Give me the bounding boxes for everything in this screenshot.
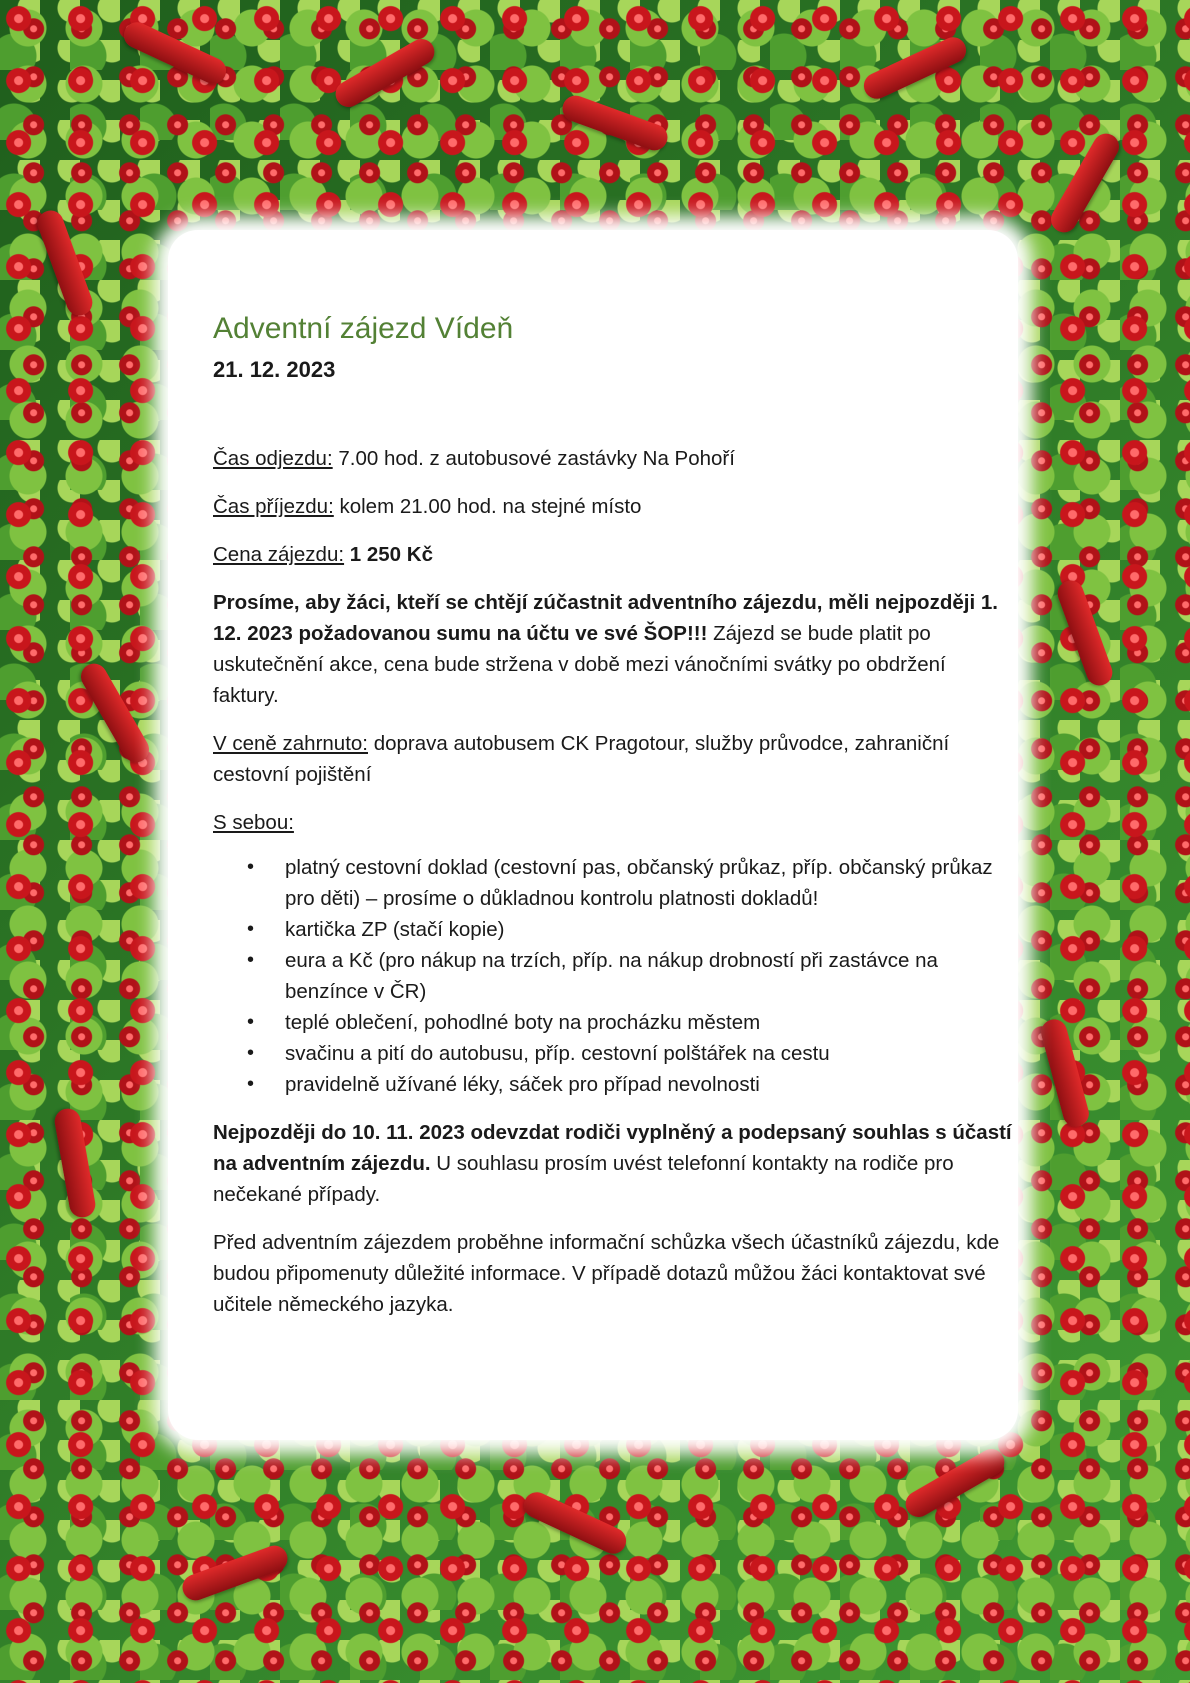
price-value: 1 250 Kč	[349, 543, 433, 566]
bring-list	[213, 852, 1013, 1100]
list-item: • eura a Kč (pro nákup na trzích, příp. na nákup drobností při zastávce na benzínce v ČR)	[213, 945, 1013, 1007]
page-title: Adventní zájezd Vídeň	[213, 312, 514, 345]
included-value: doprava autobusem CK Pragotour, služby průvodce, zahraniční cestovní pojištění	[213, 732, 950, 786]
list-item: • svačinu a pití do autobusu, příp. cestovní polštářek na cestu	[213, 1038, 1013, 1069]
price-label: Cena zájezdu:	[213, 543, 345, 566]
list-item: • kartička ZP (stačí kopie)	[213, 914, 1013, 945]
payment-paragraph	[213, 587, 1013, 711]
included-paragraph	[213, 728, 1013, 790]
bullet-icon: •	[247, 1073, 255, 1095]
bring-heading	[213, 807, 1013, 838]
arrival-value: kolem 21.00 hod. na stejné místo	[333, 495, 642, 518]
departure-label: Čas odjezdu:	[213, 447, 333, 470]
price-line	[213, 539, 1013, 570]
list-item: • pravidelně užívané léky, sáček pro případ nevolnosti	[213, 1069, 1013, 1100]
consent-bold-text: Nejpozději do 10. 11. 2023 odevzdat rodiči vyplněný a podepsaný souhlas s účastí na adventním zájezdu.	[213, 1121, 1012, 1175]
bullet-icon: •	[247, 1042, 255, 1064]
meeting-paragraph: Před adventním zájezdem proběhne informační schůzka všech účastníků zájezdu, kde budou připomenuty důležité informace. V případě dotazů můžou žáci kontaktovat své učitele německého jazyka.	[213, 1231, 1000, 1316]
arrival-line	[213, 491, 1013, 522]
consent-paragraph	[213, 1117, 1013, 1210]
trip-date: 21. 12. 2023	[213, 357, 336, 382]
bullet-icon: •	[247, 918, 255, 940]
included-label: V ceně zahrnuto:	[213, 732, 368, 755]
bullet-icon: •	[247, 1011, 255, 1033]
bring-label: S sebou:	[213, 811, 294, 834]
list-item: • platný cestovní doklad (cestovní pas, občanský průkaz, příp. občanský průkaz pro děti) – prosíme o důkladnou kontrolu platnosti dokladů!	[213, 852, 1013, 914]
consent-text: U souhlasu prosím uvést telefonní kontakty na rodiče pro nečekané případy.	[213, 1152, 954, 1206]
bullet-icon: •	[247, 949, 255, 971]
departure-value: 7.00 hod. z autobusové zastávky Na Pohoří	[332, 447, 735, 470]
document-body	[213, 310, 1013, 1320]
payment-text: Zájezd se bude platit po uskutečnění akce, cena bude stržena v době mezi vánočními svátky po obdržení faktury.	[213, 622, 946, 707]
bullet-icon: •	[247, 856, 255, 878]
payment-bold-text: Prosíme, aby žáci, kteří se chtějí zúčastnit adventního zájezdu, měli nejpozději 1. 12. 2023 požadovanou sumu na účtu ve své ŠOP!!!	[213, 591, 998, 645]
departure-line	[213, 443, 1013, 474]
list-item: • teplé oblečení, pohodlné boty na procházku městem	[213, 1007, 1013, 1038]
arrival-label: Čas příjezdu:	[213, 495, 334, 518]
